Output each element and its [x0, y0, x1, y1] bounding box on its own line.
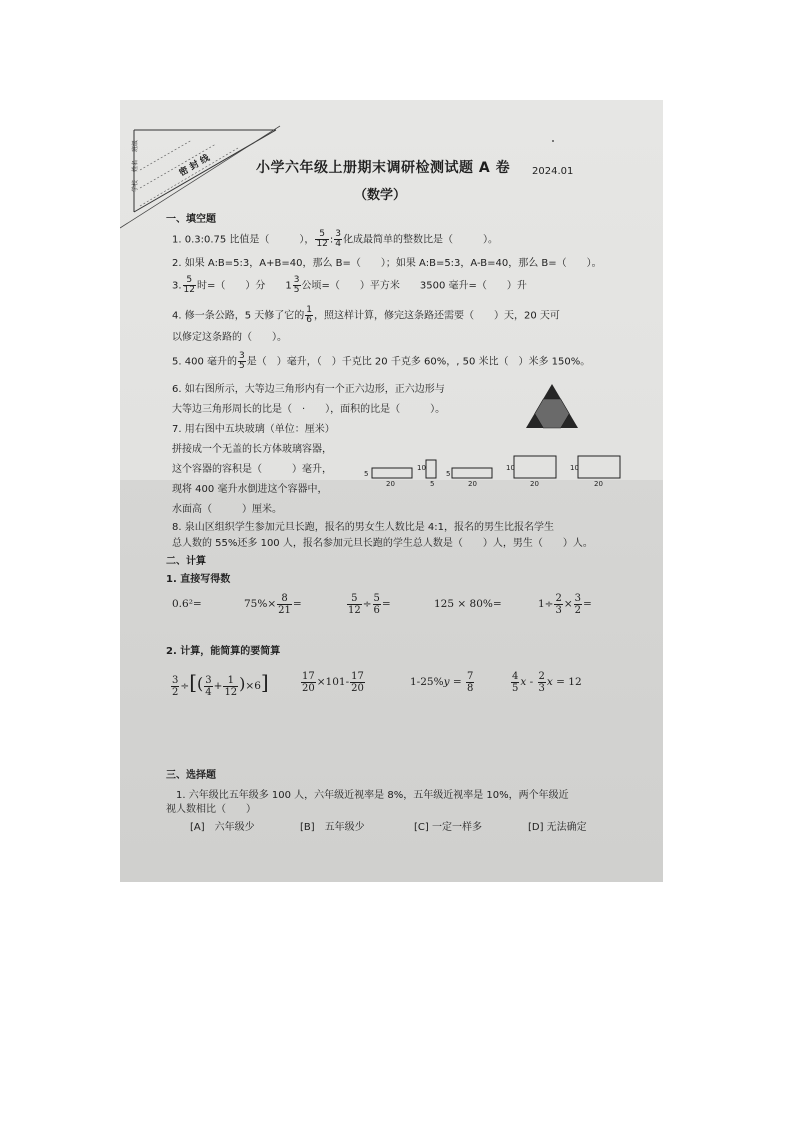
simplify-calc-1: $\frac{3}{2}$ ÷[( $\frac{3}{4}$ + $\frac{1}{12}$ )×6]	[172, 670, 269, 698]
question-1-2: 2. 如果 A:B=5:3，A+B=40，那么 B=（ ）；如果 A:B=5:3，A-B=40，那么 B=（ ）。	[172, 258, 602, 269]
question-1-6: 6. 如右图所示，大等边三角形内有一个正六边形，正六边形与	[172, 384, 445, 395]
glass-1-width: 20	[386, 480, 395, 488]
section-2-sub1: 1. 直接写得数	[166, 574, 231, 585]
question-1-3: 3. $\frac{5}{12}$ 时=（ ）分 1 $\frac{3}{5}$ 公顷=（ ）平方米 3500 毫升=（ ）升	[172, 275, 527, 295]
simplify-calc-3: 1-25%y = $\frac{7}{8}$	[410, 670, 474, 694]
corner-label-school: 学校	[132, 179, 140, 193]
glass-4-height: 10	[506, 464, 515, 472]
direct-calc-1: 0.6²=	[172, 598, 202, 610]
option-a: [A] 六年级少	[190, 822, 255, 833]
option-d: [D] 无法确定	[528, 822, 587, 833]
question-1-7-line2: 拼接成一个无盖的长方体玻璃容器，	[172, 444, 332, 455]
exam-paper	[120, 100, 663, 882]
choice-question-1-cont: 视人数相比（ ）	[166, 804, 256, 815]
question-1-7-line5: 水面高（ ）厘米。	[172, 504, 282, 515]
glass-5-width: 20	[594, 480, 603, 488]
question-1-4: 4. 修一条公路，5 天修了它的 $\frac{1}{6}$ ，照这样计算，修完这条路还需要（ ）天，20 天可	[172, 305, 560, 325]
direct-calc-5: 1÷ $\frac{2}{3}$ × $\frac{3}{2}$ =	[538, 592, 592, 616]
glass-2-width: 5	[430, 480, 435, 488]
glass-4-width: 20	[530, 480, 539, 488]
question-1-1: 1. 0.3:0.75 比值是（ ）， $\frac{5}{12}$ : $\frac{3}{4}$ 化成最简单的整数比是（ ）。	[172, 229, 498, 249]
corner-label-name: 姓名	[132, 159, 140, 173]
question-1-8-cont: 总人数的 55%还多 100 人，报名参加元旦长跑的学生总人数是（ ）人，男生（ ）人。	[172, 538, 593, 549]
section-1-heading: 一、填空题	[166, 214, 216, 225]
section-2-heading: 二、计算	[166, 556, 206, 567]
speck	[552, 140, 554, 142]
question-1-7-line4: 现将 400 毫升水倒进这个容器中，	[172, 484, 328, 495]
exam-subject: （数学）	[354, 188, 407, 203]
triangle-hexagon-figure	[524, 382, 584, 432]
simplify-calc-2: $\frac{17}{20}$ ×101- $\frac{17}{20}$	[302, 670, 364, 694]
exam-date: 2024.01	[532, 166, 574, 177]
section-2-sub2: 2. 计算，能简算的要简算	[166, 646, 281, 657]
seal-line-text: 密 封 线	[177, 153, 212, 179]
question-1-8: 8. 泉山区组织学生参加元旦长跑，报名的男女生人数比是 4:1，报名的男生比报名学生	[172, 522, 554, 533]
question-1-5: 5. 400 毫升的 $\frac{3}{5}$ 是（ ）毫升，（ ）千克比 20 千克多 60%，, 50 米比（ ）米多 150%。	[172, 351, 591, 371]
glass-3-height: 5	[446, 470, 451, 478]
option-c: [C] 一定一样多	[414, 822, 482, 833]
glass-3-width: 20	[468, 480, 477, 488]
direct-calc-3: $\frac{5}{12}$ ÷ $\frac{5}{6}$ =	[348, 592, 391, 616]
question-1-7-line3: 这个容器的容积是（ ）毫升，	[172, 464, 332, 475]
direct-calc-4: 125 × 80%=	[434, 598, 502, 610]
glass-1-height: 5	[364, 470, 369, 478]
option-b: [B] 五年级少	[300, 822, 365, 833]
section-3-heading: 三、选择题	[166, 770, 216, 781]
simplify-calc-4: $\frac{4}{5}$ x - $\frac{2}{3}$ x = 12	[512, 670, 582, 694]
question-1-4-cont: 以修定这条路的（ ）。	[172, 332, 287, 343]
question-1-7: 7. 用右图中五块玻璃（单位：厘米）	[172, 424, 335, 435]
corner-label-class: 班级	[132, 139, 140, 153]
glass-5-height: 10	[570, 464, 579, 472]
question-1-6-cont: 大等边三角形周长的比是（ · ），面积的比是（ ）。	[172, 404, 446, 415]
glass-2-height: 10	[417, 464, 426, 472]
exam-title: 小学六年级上册期末调研检测试题 A 卷	[256, 160, 511, 176]
direct-calc-2: 75%× $\frac{8}{21}$ =	[244, 592, 302, 616]
choice-question-1: 1. 六年级比五年级多 100 人，六年级近视率是 8%，五年级近视率是 10%，两个年级近	[176, 790, 569, 801]
